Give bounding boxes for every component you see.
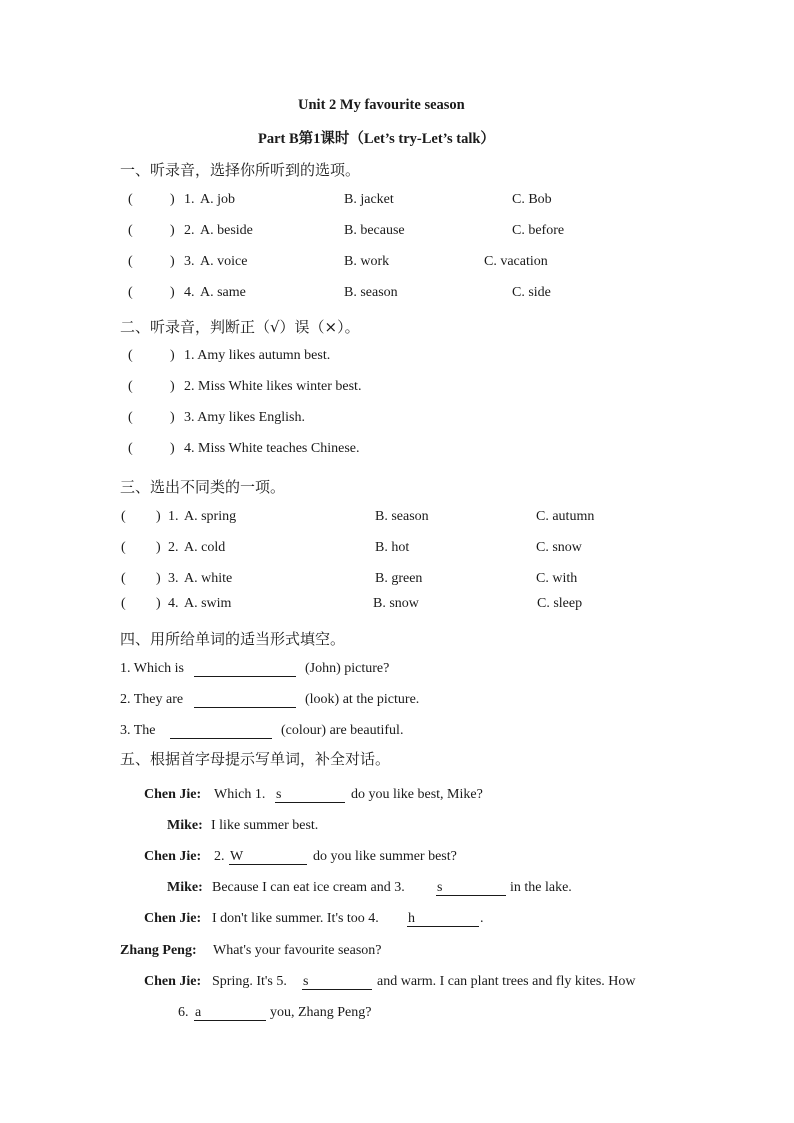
dialogue-text: in the lake. [510, 880, 572, 895]
answer-paren-close: ) [170, 410, 175, 425]
dialogue-text: 2. [214, 849, 225, 864]
option-a: A. voice [200, 254, 248, 269]
option-b: B. work [344, 254, 390, 269]
hint-letter: s [437, 880, 443, 895]
option-b: B. jacket [344, 192, 394, 207]
question-number: 4. [168, 596, 179, 611]
speaker-name: Zhang Peng: [120, 943, 197, 958]
question-number: 3. [168, 571, 179, 586]
option-b: B. green [375, 571, 423, 586]
question-number: 2. [168, 540, 179, 555]
answer-paren-open: ( [121, 509, 126, 524]
speaker-name: Mike: [167, 880, 203, 895]
option-c: C. snow [536, 540, 582, 555]
option-b: B. hot [375, 540, 410, 555]
option-c: C. Bob [512, 192, 552, 207]
option-c: C. before [512, 223, 565, 238]
answer-paren-close: ) [170, 254, 175, 269]
option-c: C. autumn [536, 509, 595, 524]
answer-paren-close: ) [156, 571, 161, 586]
section2-heading: 二、听录音，判断正（√）误（×）。 [120, 318, 360, 336]
dialogue-text: you, Zhang Peng? [270, 1005, 372, 1020]
fill-prefix: 1. Which is [120, 661, 184, 676]
section1-heading: 一、听录音，选择你所听到的选项。 [120, 161, 361, 179]
hint-letter: s [303, 974, 309, 989]
answer-blank[interactable] [194, 1006, 266, 1021]
answer-paren-open: ( [128, 348, 133, 363]
dialogue-text: do you like best, Mike? [351, 787, 483, 802]
fill-suffix: (colour) are beautiful. [281, 723, 404, 738]
option-b: B. because [344, 223, 405, 238]
answer-paren-open: ( [128, 285, 133, 300]
option-c: C. side [512, 285, 551, 300]
dialogue-text: 6. [178, 1005, 189, 1020]
speaker-name: Mike: [167, 818, 203, 833]
option-c: C. with [536, 571, 578, 586]
speaker-name: Chen Jie: [144, 974, 202, 989]
statement-text: 4. Miss White teaches Chinese. [184, 441, 360, 456]
option-a: A. beside [200, 223, 253, 238]
question-number: 4. [184, 285, 195, 300]
answer-blank[interactable] [194, 693, 296, 708]
hint-letter: h [408, 911, 415, 926]
question-number: 1. [168, 509, 179, 524]
unit-title: Unit 2 My favourite season [298, 97, 465, 113]
answer-paren-close: ) [156, 596, 161, 611]
dialogue-text: and warm. I can plant trees and fly kites. How [377, 974, 636, 989]
question-number: 3. [184, 254, 195, 269]
fill-prefix: 3. The [120, 723, 156, 738]
dialogue-text: Spring. It's 5. [212, 974, 287, 989]
answer-paren-open: ( [128, 254, 133, 269]
option-a: A. cold [184, 540, 226, 555]
option-b: B. season [344, 285, 398, 300]
section4-heading: 四、用所给单词的适当形式填空。 [120, 630, 346, 648]
dialogue-text: do you like summer best? [313, 849, 457, 864]
answer-paren-close: ) [170, 192, 175, 207]
answer-paren-close: ) [170, 285, 175, 300]
answer-blank[interactable] [194, 662, 296, 677]
statement-text: 2. Miss White likes winter best. [184, 379, 362, 394]
section5-heading: 五、根据首字母提示写单词，补全对话。 [120, 750, 391, 768]
answer-paren-close: ) [156, 540, 161, 555]
dialogue-text: Which 1. [214, 787, 266, 802]
answer-paren-close: ) [156, 509, 161, 524]
dialogue-text: . [480, 911, 484, 926]
option-a: A. swim [184, 596, 232, 611]
answer-paren-open: ( [128, 410, 133, 425]
answer-blank[interactable] [407, 912, 479, 927]
lesson-title: Part B第1课时（Let’s try-Let’s talk） [258, 131, 495, 147]
hint-letter: s [276, 787, 282, 802]
dialogue-text: What's your favourite season? [213, 943, 382, 958]
option-b: B. season [375, 509, 429, 524]
statement-text: 1. Amy likes autumn best. [184, 348, 331, 363]
answer-paren-open: ( [128, 441, 133, 456]
answer-blank[interactable] [302, 975, 372, 990]
option-c: C. vacation [484, 254, 548, 269]
answer-paren-close: ) [170, 379, 175, 394]
answer-paren-open: ( [128, 223, 133, 238]
answer-blank[interactable] [170, 724, 272, 739]
section3-heading: 三、选出不同类的一项。 [120, 478, 286, 496]
option-a: A. white [184, 571, 233, 586]
question-number: 2. [184, 223, 195, 238]
speaker-name: Chen Jie: [144, 849, 202, 864]
option-a: A. spring [184, 509, 237, 524]
answer-paren-open: ( [128, 379, 133, 394]
answer-paren-close: ) [170, 348, 175, 363]
answer-paren-close: ) [170, 223, 175, 238]
hint-letter: W [230, 849, 244, 864]
speaker-name: Chen Jie: [144, 787, 202, 802]
statement-text: 3. Amy likes English. [184, 410, 305, 425]
answer-paren-open: ( [121, 540, 126, 555]
hint-letter: a [195, 1005, 202, 1020]
answer-paren-open: ( [121, 596, 126, 611]
answer-blank[interactable] [275, 788, 345, 803]
fill-suffix: (John) picture? [305, 661, 390, 676]
answer-blank[interactable] [436, 881, 506, 896]
answer-paren-close: ) [170, 441, 175, 456]
answer-paren-open: ( [128, 192, 133, 207]
fill-suffix: (look) at the picture. [305, 692, 420, 707]
option-c: C. sleep [537, 596, 583, 611]
dialogue-text: I don't like summer. It's too 4. [212, 911, 379, 926]
option-a: A. same [200, 285, 246, 300]
option-b: B. snow [373, 596, 419, 611]
dialogue-text: I like summer best. [211, 818, 319, 833]
fill-prefix: 2. They are [120, 692, 184, 707]
speaker-name: Chen Jie: [144, 911, 202, 926]
dialogue-text: Because I can eat ice cream and 3. [212, 880, 405, 895]
question-number: 1. [184, 192, 195, 207]
option-a: A. job [200, 192, 235, 207]
answer-paren-open: ( [121, 571, 126, 586]
